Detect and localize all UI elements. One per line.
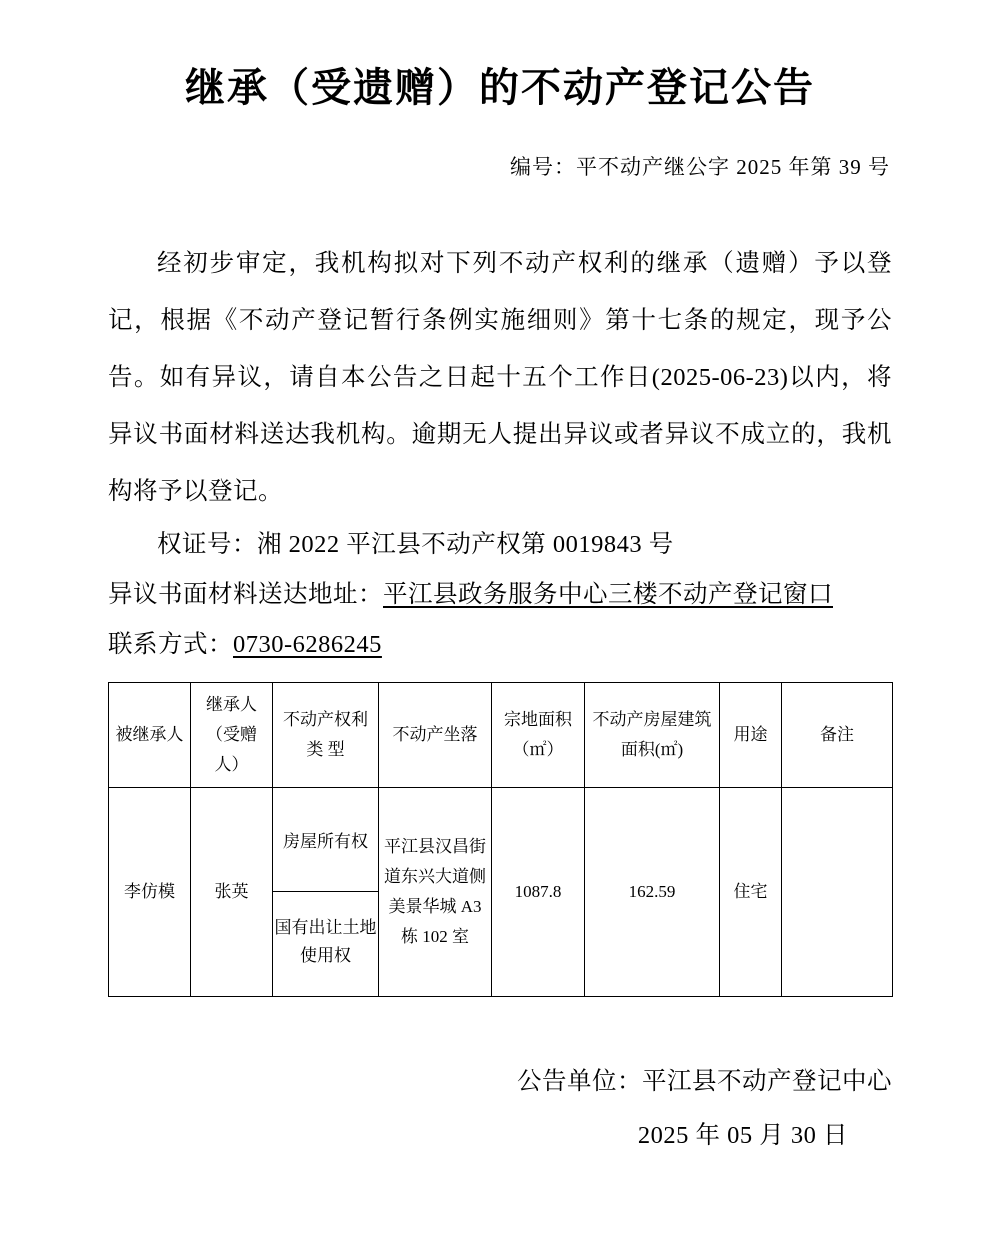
contact-line [108,620,892,670]
table-header-cell: 不动产房屋建筑面积(㎡) [585,683,720,788]
cell-right-type-2: 国有出让土地使用权 [274,918,377,965]
cell-right-type [273,788,379,997]
address-label: 异议书面材料送达地址： [108,581,383,608]
cell-land-area: 1087.8 [492,788,585,997]
table-header-cell: 被继承人 [109,683,191,788]
table-header-cell: 不动产坐落 [379,683,492,788]
address-value: 平江县政务服务中心三楼不动产登记窗口 [383,581,833,608]
table-row [109,788,893,997]
registration-table [108,682,893,997]
page-title: 继承（受遗赠）的不动产登记公告 [185,64,815,111]
document-page [0,56,1000,1251]
cell-building-area: 162.59 [585,788,720,997]
cell-location: 平江县汉昌街道东兴大道侧美景华城 A3 栋 102 室 [379,788,492,997]
cell-heir-from: 李仿模 [109,788,191,997]
document-footer [108,1055,892,1163]
table-header-cell: 宗地面积（㎡） [492,683,585,788]
cell-usage: 住宅 [720,788,782,997]
announcement-body [108,235,892,520]
cell-heir-to: 张英 [191,788,273,997]
footer-date: 2025 年 05 月 30 日 [637,1122,848,1149]
document-number: 编号：平不动产继公字 2025 年第 39 号 [510,155,890,179]
footer-issuer: 公告单位：平江县不动产登记中心 [517,1068,892,1095]
table-header-cell: 继承人（受赠人） [191,683,273,788]
certificate-line: 权证号：湘 2022 平江县不动产权第 0019843 号 [157,531,674,558]
contact-value: 0730-6286245 [233,631,382,658]
table-header-cell: 用途 [720,683,782,788]
address-line [108,570,892,620]
announcement-paragraph: 经初步审定，我机构拟对下列不动产权利的继承（遗赠）予以登记，根据《不动产登记暂行条例实施细则》第十七条的规定，现予公告。如有异议，请自本公告之日起十五个工作日(2025-06-23)以内，将异议书面材料送达我机构。逾期无人提出异议或者异议不成立的，我机构将予以登记。 [108,250,892,505]
table-header-cell: 备注 [782,683,893,788]
table-header-row [109,683,893,788]
contact-label: 联系方式： [108,631,233,658]
table-header-cell: 不动产权利类 型 [273,683,379,788]
cell-right-type-1: 房屋所有权 [273,792,378,892]
cell-remark [782,788,893,997]
